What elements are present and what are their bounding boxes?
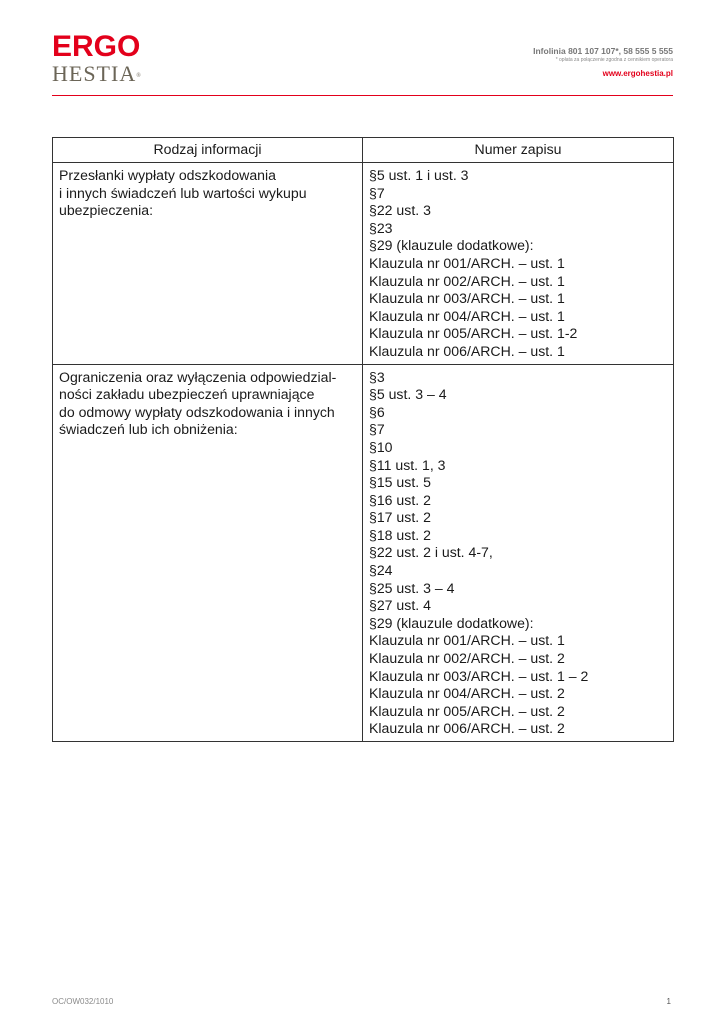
cell-line: świadczeń lub ich obniżenia: (59, 421, 238, 438)
info-table (52, 137, 674, 742)
cell-line: §23 (369, 219, 393, 236)
page-number: 1 (666, 997, 671, 1006)
info-type-cell (53, 364, 363, 741)
reference-cell (363, 163, 674, 365)
cell-line: §25 ust. 3 – 4 (369, 579, 455, 596)
cell-line: Klauzula nr 001/ARCH. – ust. 1 (369, 632, 565, 649)
registered-mark: ® (136, 73, 142, 79)
logo-hestia-text: HESTIA (52, 61, 137, 86)
cell-line: do odmowy wypłaty odszkodowania i innych (59, 403, 335, 420)
cell-line: Klauzula nr 002/ARCH. – ust. 2 (369, 650, 565, 667)
column-header-type: Rodzaj informacji (53, 138, 363, 163)
cell-line: Klauzula nr 005/ARCH. – ust. 2 (369, 702, 565, 719)
header-divider (52, 95, 673, 96)
cell-line: §6 (369, 403, 385, 420)
column-header-reference: Numer zapisu (363, 138, 674, 163)
info-type-cell (53, 163, 363, 365)
cell-line: §7 (369, 421, 385, 438)
cell-line: Klauzula nr 006/ARCH. – ust. 1 (369, 342, 565, 359)
cell-line: §17 ust. 2 (369, 509, 431, 526)
cell-line: §10 (369, 438, 393, 455)
contact-block (533, 46, 673, 79)
cell-line: Ograniczenia oraz wyłączenia odpowiedzial- (59, 368, 337, 385)
cell-line: Klauzula nr 004/ARCH. – ust. 1 (369, 307, 565, 324)
cell-line: Klauzula nr 003/ARCH. – ust. 1 (369, 290, 565, 307)
cell-line: §18 ust. 2 (369, 526, 431, 543)
table-header-row (53, 138, 674, 163)
website-link[interactable]: www.ergohestia.pl (602, 69, 673, 78)
cell-line: §5 ust. 3 – 4 (369, 386, 447, 403)
cell-line: §29 (klauzule dodatkowe): (369, 237, 534, 254)
call-cost-note: * opłata za połączenie zgodna z cennikiem operatora (555, 57, 673, 63)
table-row (53, 163, 674, 365)
cell-line: Przesłanki wypłaty odszkodowania (59, 167, 276, 183)
cell-line: §24 (369, 562, 393, 579)
cell-line: §11 ust. 1, 3 (369, 456, 446, 473)
cell-line: §22 ust. 3 (369, 202, 431, 219)
reference-cell (363, 364, 674, 741)
cell-line: §29 (klauzule dodatkowe): (369, 614, 534, 631)
cell-line: ubezpieczenia: (59, 202, 154, 219)
cell-line: Klauzula nr 005/ARCH. – ust. 1-2 (369, 325, 578, 342)
infoline-text: Infolinia 801 107 107*, 58 555 5 555 (533, 46, 673, 56)
cell-line: §15 ust. 5 (369, 474, 431, 491)
cell-line: Klauzula nr 001/ARCH. – ust. 1 (369, 254, 565, 271)
cell-line: Klauzula nr 003/ARCH. – ust. 1 – 2 (369, 667, 589, 684)
logo-ergo-text: ERGO (52, 30, 141, 63)
cell-line: i innych świadczeń lub wartości wykupu (59, 184, 307, 201)
table-row (53, 364, 674, 741)
cell-line: Klauzula nr 004/ARCH. – ust. 2 (369, 685, 565, 702)
cell-line: §22 ust. 2 i ust. 4-7, (369, 544, 493, 561)
document-code: OC/OW032/1010 (52, 997, 114, 1006)
cell-line: ności zakładu ubezpieczeń uprawniające (59, 386, 315, 403)
cell-line: §7 (369, 184, 385, 201)
cell-line: Klauzula nr 006/ARCH. – ust. 2 (369, 720, 565, 737)
cell-line: §3 (369, 368, 385, 385)
cell-line: §5 ust. 1 i ust. 3 (369, 167, 469, 183)
cell-line: §16 ust. 2 (369, 491, 431, 508)
cell-line: §27 ust. 4 (369, 597, 431, 614)
ergo-hestia-logo (52, 32, 142, 85)
logo-hestia-line (52, 63, 142, 85)
cell-line: Klauzula nr 002/ARCH. – ust. 1 (369, 272, 565, 289)
